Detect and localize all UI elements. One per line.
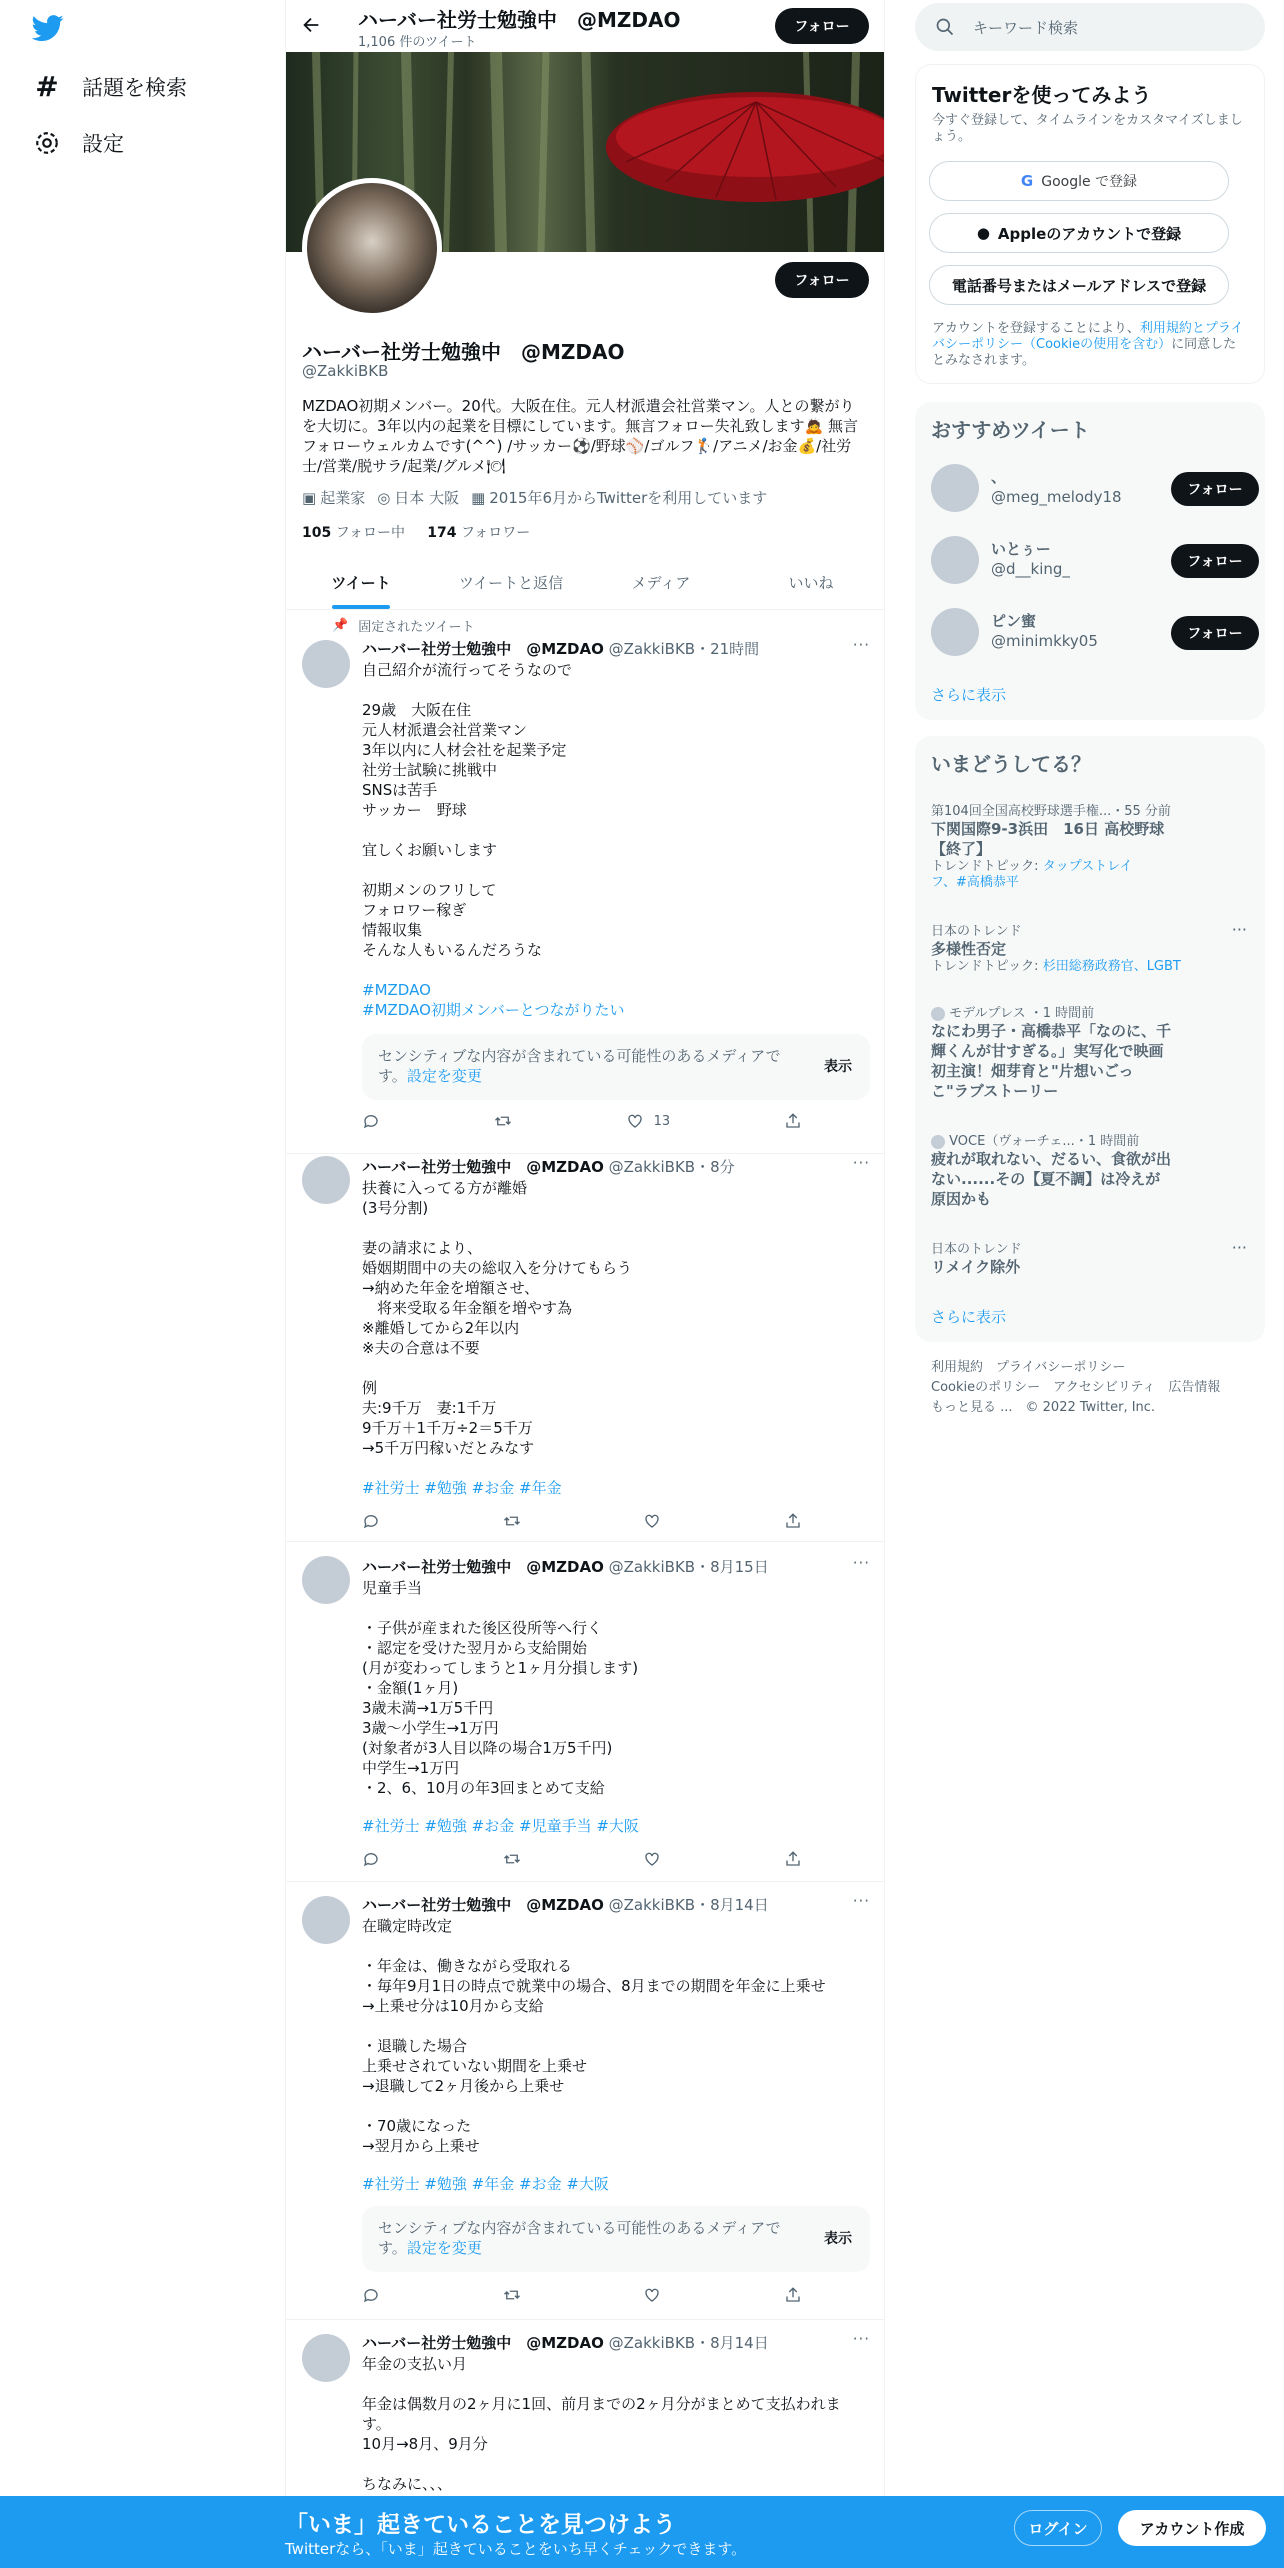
tweet[interactable] xyxy=(286,1542,885,1882)
reco-follow-button[interactable]: フォロー xyxy=(1171,544,1259,578)
trend-item[interactable] xyxy=(931,1130,1247,1209)
trend-item[interactable] xyxy=(931,1238,1247,1277)
tweet-hashtags[interactable]: #社労士 #勉強 #お金 #児童手当 #大阪 xyxy=(362,1817,639,1835)
reco-user[interactable] xyxy=(931,530,1247,590)
following-link[interactable]: 105 フォロー中 xyxy=(302,525,405,541)
reply-button[interactable] xyxy=(362,1112,380,1130)
trend-item[interactable] xyxy=(931,920,1247,975)
reco-user[interactable] xyxy=(931,602,1247,662)
briefcase-icon: ▣ xyxy=(302,489,317,507)
retweet-button[interactable] xyxy=(503,1850,521,1868)
profile-joined: ▦ 2015年6月からTwitterを利用しています xyxy=(471,489,768,507)
heart-icon xyxy=(643,1512,661,1530)
profile-bio: MZDAO初期メンバー。20代。大阪在住。元人材派遣会社営業マン。人との繋がりを大切に。3年以内の起業を目標にしています。無言フォロー失礼致します🙇 無言フォローウェルカムです(^^) /サッカー⚽/野球⚾/ゴルフ🏌/アニメ/お金💰/社労士/営業/脱サラ/起業/グルメ🍽 xyxy=(302,397,859,475)
profile-location: ◎ 日本 大阪 xyxy=(377,489,460,507)
calendar-icon: ▦ xyxy=(471,489,486,507)
bottom-title: 「いま」起きていることを見つけよう xyxy=(285,2512,676,2538)
heart-icon xyxy=(626,1112,644,1130)
reply-button[interactable] xyxy=(362,1512,380,1530)
like-button[interactable] xyxy=(643,2286,661,2304)
location-pin-icon: ◎ xyxy=(377,489,391,507)
tweet-actions xyxy=(362,1512,802,1530)
trend-item[interactable] xyxy=(931,800,1247,891)
profile-category: ▣ 起業家 xyxy=(302,489,366,507)
change-settings-link[interactable]: 設定を変更 xyxy=(406,1067,482,1085)
header-follow-button[interactable]: フォロー xyxy=(775,8,869,44)
share-icon xyxy=(784,1112,802,1130)
left-nav xyxy=(0,0,285,2568)
nav-settings-label: 設定 xyxy=(82,132,124,156)
reco-follow-button[interactable]: フォロー xyxy=(1171,616,1259,650)
tweet[interactable] xyxy=(286,610,885,1154)
more-options-icon[interactable]: ··· xyxy=(1231,1238,1247,1257)
more-options-icon[interactable]: ··· xyxy=(852,1554,870,1572)
reco-follow-button[interactable]: フォロー xyxy=(1171,472,1259,506)
more-options-icon[interactable]: ··· xyxy=(852,2330,870,2348)
trend-context: 第104回全国高校野球選手権...・55 分前 xyxy=(931,804,1171,819)
tweet-text: 年金の支払い月 年金は偶数月の2ヶ月に1回、前月までの2ヶ月分がまとめて支払われます。 10月→8月、9月分 ちなみに、、、 xyxy=(362,2355,841,2493)
retweet-button[interactable] xyxy=(503,2286,521,2304)
sensitive-text: センシティブな内容が含まれている可能性のあるメディアです。設定を変更 xyxy=(378,1047,781,1085)
reply-icon xyxy=(362,2286,380,2304)
signup-title: Twitterを使ってみよう xyxy=(932,83,1152,107)
tweet-hashtags[interactable]: #社労士 #勉強 #お金 #年金 xyxy=(362,1479,562,1497)
show-media-button[interactable]: 表示 xyxy=(824,1059,852,1075)
tweet-avatar[interactable] xyxy=(302,1156,350,1204)
show-media-button[interactable]: 表示 xyxy=(824,2231,852,2247)
retweet-button[interactable] xyxy=(494,1112,512,1130)
tweet-hashtags[interactable]: #社労士 #勉強 #年金 #お金 #大阪 xyxy=(362,2175,609,2193)
tweet-avatar[interactable] xyxy=(302,1896,350,1944)
pinned-label: 📌 固定されたツイート xyxy=(332,618,475,635)
signup-subtitle: 今すぐ登録して、タイムラインをカスタマイズしましょう。 xyxy=(932,113,1243,144)
trends-show-more-link[interactable]: さらに表示 xyxy=(931,1308,1007,1326)
share-button[interactable] xyxy=(784,1112,802,1130)
reco-name: いとぅー xyxy=(991,540,1051,558)
tweet-header: ハーバー社労士勉強中 @MZDAO @ZakkiBKB・8月14日 xyxy=(362,2334,769,2352)
tweet-actions xyxy=(362,2286,802,2304)
heart-icon xyxy=(643,1850,661,1868)
like-button[interactable] xyxy=(643,1512,661,1530)
retweet-icon xyxy=(503,1850,521,1868)
apple-icon: ● xyxy=(976,224,990,242)
tab-likes[interactable]: いいね xyxy=(788,574,834,592)
more-options-icon[interactable]: ··· xyxy=(852,1154,870,1172)
reply-button[interactable] xyxy=(362,2286,380,2304)
reco-handle: @minimkky05 xyxy=(991,632,1098,650)
phone-signup-button[interactable]: 電話番号またはメールアドレスで登録 xyxy=(929,265,1229,305)
tweet-avatar[interactable] xyxy=(302,640,350,688)
reply-icon xyxy=(362,1850,380,1868)
tweet-header: ハーバー社労士勉強中 @MZDAO @ZakkiBKB・21時間 xyxy=(362,640,760,658)
retweet-button[interactable] xyxy=(503,1512,521,1530)
retweet-icon xyxy=(503,2286,521,2304)
trend-title: 多様性否定 xyxy=(931,940,1007,958)
reply-icon xyxy=(362,1112,380,1130)
trend-context: 日本のトレンド xyxy=(931,1242,1022,1257)
trend-topics: トレンドトピック: 杉田総務政務官、LGBT xyxy=(931,959,1181,974)
apple-signup-button[interactable]: ● Appleのアカウントで登録 xyxy=(929,213,1229,253)
tab-tweets[interactable]: ツイート xyxy=(286,556,436,609)
recommended-title: おすすめツイート xyxy=(931,418,1090,442)
avatar[interactable] xyxy=(931,464,979,512)
profile-header-bar xyxy=(286,0,885,52)
retweet-icon xyxy=(503,1512,521,1530)
followers-link[interactable]: 174 フォロワー xyxy=(427,525,531,541)
signup-button[interactable]: アカウント作成 xyxy=(1118,2510,1266,2546)
pin-icon: 📌 xyxy=(332,618,349,633)
reco-show-more-link[interactable]: さらに表示 xyxy=(931,686,1007,704)
reco-name: 、 xyxy=(991,468,1007,486)
tweet-avatar[interactable] xyxy=(302,2334,350,2382)
share-button[interactable] xyxy=(784,2286,802,2304)
search-icon xyxy=(935,17,955,37)
google-signup-button[interactable]: G Google で登録 xyxy=(929,161,1229,201)
source-avatar xyxy=(931,1007,945,1021)
tweet-text: 在職定時改定 ・年金は、働きながら受取れる ・毎年9月1日の時点で就業中の場合、8月までの期間を年金に上乗せ →上乗せ分は10月から支給 ・退職した場合 上乗せされていない期間を上乗せ →退職して2ヶ月後から上乗せ ・70歳になった →翌月から上乗せ xyxy=(362,1917,826,2155)
nav-settings[interactable] xyxy=(34,128,124,158)
retweet-icon xyxy=(494,1112,512,1130)
share-icon xyxy=(784,2286,802,2304)
trend-context: 日本のトレンド xyxy=(931,924,1022,939)
tab-tweets-replies[interactable]: ツイートと返信 xyxy=(458,574,564,592)
footer-links[interactable]: 利用規約 プライバシーポリシー Cookieのポリシー アクセシビリティ 広告情報 もっと見る ... © 2022 Twitter, Inc. xyxy=(931,1360,1221,1415)
like-button[interactable] xyxy=(643,1850,661,1868)
tweet[interactable] xyxy=(286,1882,885,2320)
reply-button[interactable] xyxy=(362,1850,380,1868)
tweet-text: 自己紹介が流行ってそうなので 29歳 大阪在住 元人材派遣会社営業マン 3年以内に人材会社を起業予定 社労士試験に挑戦中 SNSは苦手 サッカー 野球 宜しくお願いします 初期メンのフリして フォロワー稼ぎ 情報収集 そんな人もいるんだろうな xyxy=(362,661,573,959)
sensitive-text: センシティブな内容が含まれている可能性のあるメディアです。設定を変更 xyxy=(378,2219,781,2257)
reco-user[interactable] xyxy=(931,458,1247,518)
profile-meta xyxy=(302,487,767,508)
back-arrow-icon[interactable] xyxy=(300,14,322,36)
signup-terms: アカウントを登録することにより、利用規約とプライバシーポリシー（Cookieの使用を含む）に同意したとみなされます。 xyxy=(932,321,1244,368)
header-tweet-count: 1,106 件のツイート xyxy=(358,35,477,50)
trend-title: 疲れが取れない、だるい、食欲が出ない......その【夏不調】は冷えが原因かも xyxy=(931,1150,1172,1208)
bottom-subtitle: Twitterなら、「いま」起きていることをいち早くチェックできます。 xyxy=(285,2540,747,2558)
google-icon: G xyxy=(1020,172,1034,190)
more-options-icon[interactable]: ··· xyxy=(852,636,870,654)
like-button[interactable] xyxy=(626,1112,671,1130)
tweet-header: ハーバー社労士勉強中 @MZDAO @ZakkiBKB・8月15日 xyxy=(362,1558,769,1576)
trends-panel xyxy=(915,736,1265,1342)
tweet-text: 児童手当 ・子供が産まれた後区役所等へ行く ・認定を受けた翌月から支給開始 (月が変わってしまうと1ヶ月分損します) ・金額(1ヶ月) 3歳未満→1万5千円 3歳〜小学生→1万円 (対象者が3人目以降の場合1万5千円) 中学生→1万円 ・2、6、10月の年3回まとめて支給 xyxy=(362,1579,639,1797)
header-title: ハーバー社労士勉強中 @MZDAO xyxy=(358,8,681,32)
sensitive-media-notice xyxy=(362,1034,870,1100)
signup-panel xyxy=(915,64,1265,384)
login-button[interactable]: ログイン xyxy=(1014,2510,1102,2546)
tweet-text: 扶養に入ってる方が離婚 (3号分割) 妻の請求により、 婚姻期間中の夫の総収入を分けてもらう →納めた年金を増額させ、 将来受取る年金額を増やす為 ※離婚してから2年以内 ※夫の合意は不要 例 夫:9千万 妻:1千万 9千万＋1千万÷2＝5千万 →5千万円稼いだとみなす xyxy=(362,1179,633,1457)
like-count: 13 xyxy=(653,1113,671,1129)
sensitive-media-notice xyxy=(362,2206,870,2272)
reco-handle: @meg_melody18 xyxy=(991,488,1122,506)
profile-follow-button[interactable]: フォロー xyxy=(775,262,869,298)
gear-icon xyxy=(34,130,60,156)
heart-icon xyxy=(643,2286,661,2304)
reply-icon xyxy=(362,1512,380,1530)
profile-handle: @ZakkiBKB xyxy=(302,362,389,380)
tweet-actions xyxy=(362,1112,802,1130)
tweet-header: ハーバー社労士勉強中 @MZDAO @ZakkiBKB・8月14日 xyxy=(362,1896,769,1914)
profile-name: ハーバー社労士勉強中 @MZDAO xyxy=(302,340,625,364)
tweet-header: ハーバー社労士勉強中 @MZDAO @ZakkiBKB・8分 xyxy=(362,1158,735,1176)
twitter-logo-icon[interactable] xyxy=(30,12,66,44)
hashtag-icon: # xyxy=(35,70,59,103)
nav-explore-label: 話題を検索 xyxy=(82,75,187,100)
avatar[interactable] xyxy=(931,608,979,656)
trend-topics: トレンドトピック: タップストレイフ、#高橋恭平 xyxy=(931,859,1133,890)
login-prompt-bar xyxy=(0,2496,1284,2568)
tweet-avatar[interactable] xyxy=(302,1556,350,1604)
profile-tabs xyxy=(286,556,885,610)
share-button[interactable] xyxy=(784,1512,802,1530)
nav-explore[interactable] xyxy=(34,70,187,103)
trend-context: モデルプレス ・1 時間前 xyxy=(931,1002,1247,1021)
profile-counts xyxy=(302,522,530,542)
terms-link[interactable]: 利用規約とプライバシーポリシー（Cookieの使用を含む） xyxy=(932,321,1244,352)
share-button[interactable] xyxy=(784,1850,802,1868)
share-icon xyxy=(784,1512,802,1530)
trend-title: なにわ男子・高橋恭平「なのに、千輝くんが甘すぎる。」実写化で映画初主演！畑芽育と"片想いごっこ"ラブストーリー xyxy=(931,1022,1172,1100)
tweet[interactable] xyxy=(286,2320,885,2500)
profile-column xyxy=(285,0,885,2568)
recommended-tweets-panel xyxy=(915,402,1265,720)
tweet-hashtags[interactable]: #MZDAO #MZDAO初期メンバーとつながりたい xyxy=(362,981,625,1019)
trend-title: 下関国際9-3浜田 16日 高校野球【終了】 xyxy=(931,820,1165,858)
search-box[interactable] xyxy=(915,3,1265,51)
reco-handle: @d__king_ xyxy=(991,560,1070,578)
change-settings-link[interactable]: 設定を変更 xyxy=(406,2239,482,2257)
trend-context: VOCE（ヴォーチェ...・1 時間前 xyxy=(931,1130,1247,1149)
trends-title: いまどうしてる？ xyxy=(931,752,1091,776)
more-options-icon[interactable]: ··· xyxy=(852,1892,870,1910)
more-options-icon[interactable]: ··· xyxy=(1231,920,1247,939)
profile-avatar[interactable] xyxy=(302,178,442,318)
avatar[interactable] xyxy=(931,536,979,584)
tweet[interactable] xyxy=(286,1154,885,1542)
tab-media[interactable]: メディア xyxy=(631,574,691,592)
reco-name: ピン蜜 xyxy=(991,612,1037,630)
trend-item[interactable] xyxy=(931,1002,1247,1101)
source-avatar xyxy=(931,1135,945,1149)
trend-title: リメイク除外 xyxy=(931,1258,1021,1276)
tweet-actions xyxy=(362,1850,802,1868)
share-icon xyxy=(784,1850,802,1868)
search-input[interactable]: キーワード検索 xyxy=(973,19,1079,37)
